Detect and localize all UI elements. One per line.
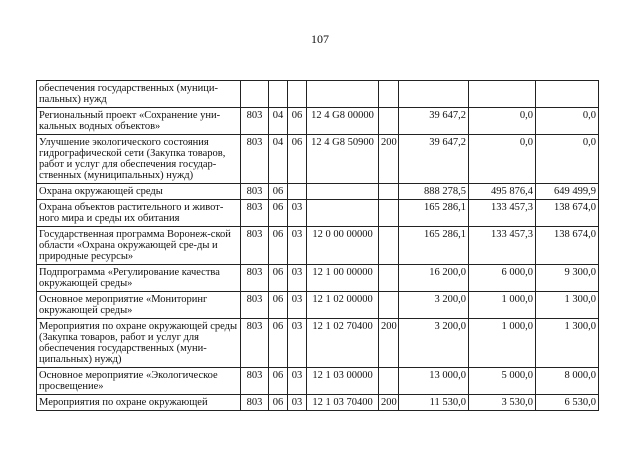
cell-amount-year-3: 1 300,0 bbox=[536, 292, 599, 319]
cell-amount-year-3: 9 300,0 bbox=[536, 265, 599, 292]
cell-target-article: 12 4 G8 00000 bbox=[307, 108, 379, 135]
cell-target-article: 12 1 02 70400 bbox=[307, 319, 379, 368]
cell-target-article: 12 1 00 00000 bbox=[307, 265, 379, 292]
cell-target-article: 12 1 03 00000 bbox=[307, 368, 379, 395]
cell-section: 04 bbox=[269, 135, 288, 184]
cell-expense-type: 200 bbox=[379, 135, 399, 184]
cell-expense-type bbox=[379, 108, 399, 135]
cell-name: Основное мероприятие «Экологическое просвещение» bbox=[37, 368, 241, 395]
cell-name: Основное мероприятие «Мониторинг окружающей среды» bbox=[37, 292, 241, 319]
table-row bbox=[37, 108, 599, 135]
cell-name: Региональный проект «Сохранение уни-кальных водных объектов» bbox=[37, 108, 241, 135]
cell-section: 06 bbox=[269, 227, 288, 265]
cell-amount-year-1: 39 647,2 bbox=[399, 135, 469, 184]
cell-amount-year-2: 1 000,0 bbox=[469, 292, 536, 319]
cell-name: Улучшение экологического состояния гидрографической сети (Закупка товаров, работ и услуг для обеспечения государ-ственных (муниципальных) нужд) bbox=[37, 135, 241, 184]
cell-grbs bbox=[241, 81, 269, 108]
cell-subsection: 06 bbox=[288, 135, 307, 184]
cell-amount-year-1 bbox=[399, 81, 469, 108]
cell-section: 06 bbox=[269, 292, 288, 319]
cell-grbs: 803 bbox=[241, 265, 269, 292]
cell-name: Государственная программа Воронеж-ской области «Охрана окружающей сре-ды и природные ресурсы» bbox=[37, 227, 241, 265]
cell-section: 06 bbox=[269, 368, 288, 395]
cell-grbs: 803 bbox=[241, 368, 269, 395]
table-row bbox=[37, 200, 599, 227]
table-row bbox=[37, 265, 599, 292]
cell-amount-year-2: 6 000,0 bbox=[469, 265, 536, 292]
cell-grbs: 803 bbox=[241, 200, 269, 227]
cell-amount-year-1: 888 278,5 bbox=[399, 184, 469, 200]
cell-name: Подпрограмма «Регулирование качества окружающей среды» bbox=[37, 265, 241, 292]
cell-grbs: 803 bbox=[241, 108, 269, 135]
cell-section: 06 bbox=[269, 395, 288, 411]
cell-grbs: 803 bbox=[241, 184, 269, 200]
cell-expense-type: 200 bbox=[379, 319, 399, 368]
cell-amount-year-2: 0,0 bbox=[469, 135, 536, 184]
cell-section: 06 bbox=[269, 319, 288, 368]
cell-subsection: 03 bbox=[288, 368, 307, 395]
cell-expense-type bbox=[379, 81, 399, 108]
cell-amount-year-3: 0,0 bbox=[536, 135, 599, 184]
cell-amount-year-3: 8 000,0 bbox=[536, 368, 599, 395]
budget-table bbox=[36, 80, 599, 411]
cell-expense-type bbox=[379, 200, 399, 227]
cell-amount-year-2: 3 530,0 bbox=[469, 395, 536, 411]
table-row bbox=[37, 319, 599, 368]
cell-subsection bbox=[288, 184, 307, 200]
cell-target-article: 12 1 03 70400 bbox=[307, 395, 379, 411]
cell-amount-year-1: 165 286,1 bbox=[399, 200, 469, 227]
cell-amount-year-2: 1 000,0 bbox=[469, 319, 536, 368]
cell-subsection: 03 bbox=[288, 319, 307, 368]
cell-amount-year-3: 138 674,0 bbox=[536, 200, 599, 227]
cell-subsection: 03 bbox=[288, 292, 307, 319]
cell-target-article bbox=[307, 184, 379, 200]
table-row bbox=[37, 292, 599, 319]
cell-amount-year-1: 165 286,1 bbox=[399, 227, 469, 265]
cell-amount-year-2: 133 457,3 bbox=[469, 200, 536, 227]
cell-amount-year-1: 16 200,0 bbox=[399, 265, 469, 292]
cell-grbs: 803 bbox=[241, 319, 269, 368]
table-row bbox=[37, 184, 599, 200]
cell-amount-year-2 bbox=[469, 81, 536, 108]
cell-amount-year-1: 11 530,0 bbox=[399, 395, 469, 411]
cell-amount-year-2: 5 000,0 bbox=[469, 368, 536, 395]
cell-amount-year-1: 3 200,0 bbox=[399, 319, 469, 368]
cell-amount-year-3 bbox=[536, 81, 599, 108]
table-row bbox=[37, 368, 599, 395]
cell-expense-type: 200 bbox=[379, 395, 399, 411]
cell-subsection: 03 bbox=[288, 200, 307, 227]
cell-name: Охрана окружающей среды bbox=[37, 184, 241, 200]
cell-section: 06 bbox=[269, 200, 288, 227]
cell-amount-year-3: 649 499,9 bbox=[536, 184, 599, 200]
cell-amount-year-2: 0,0 bbox=[469, 108, 536, 135]
cell-expense-type bbox=[379, 184, 399, 200]
table-row bbox=[37, 227, 599, 265]
cell-subsection: 03 bbox=[288, 395, 307, 411]
cell-subsection: 03 bbox=[288, 227, 307, 265]
cell-grbs: 803 bbox=[241, 227, 269, 265]
cell-grbs: 803 bbox=[241, 292, 269, 319]
cell-target-article: 12 1 02 00000 bbox=[307, 292, 379, 319]
cell-target-article bbox=[307, 81, 379, 108]
cell-amount-year-2: 133 457,3 bbox=[469, 227, 536, 265]
cell-amount-year-1: 39 647,2 bbox=[399, 108, 469, 135]
cell-amount-year-1: 3 200,0 bbox=[399, 292, 469, 319]
table-body bbox=[37, 81, 599, 411]
cell-subsection: 06 bbox=[288, 108, 307, 135]
page-number: 107 bbox=[311, 32, 329, 46]
cell-section: 04 bbox=[269, 108, 288, 135]
cell-name: обеспечения государственных (муници-пальных) нужд bbox=[37, 81, 241, 108]
cell-amount-year-1: 13 000,0 bbox=[399, 368, 469, 395]
cell-expense-type bbox=[379, 292, 399, 319]
cell-grbs: 803 bbox=[241, 395, 269, 411]
cell-amount-year-3: 6 530,0 bbox=[536, 395, 599, 411]
cell-grbs: 803 bbox=[241, 135, 269, 184]
cell-amount-year-2: 495 876,4 bbox=[469, 184, 536, 200]
cell-subsection: 03 bbox=[288, 265, 307, 292]
cell-name: Охрана объектов растительного и живот-ного мира и среды их обитания bbox=[37, 200, 241, 227]
table-row bbox=[37, 395, 599, 411]
cell-target-article: 12 4 G8 50900 bbox=[307, 135, 379, 184]
cell-expense-type bbox=[379, 265, 399, 292]
cell-name: Мероприятия по охране окружающей среды (Закупка товаров, работ и услуг для обеспечения государственных (муни-ципальных) нужд) bbox=[37, 319, 241, 368]
cell-amount-year-3: 138 674,0 bbox=[536, 227, 599, 265]
cell-amount-year-3: 0,0 bbox=[536, 108, 599, 135]
table-row bbox=[37, 135, 599, 184]
table-row bbox=[37, 81, 599, 108]
cell-expense-type bbox=[379, 368, 399, 395]
cell-target-article: 12 0 00 00000 bbox=[307, 227, 379, 265]
cell-section: 06 bbox=[269, 265, 288, 292]
cell-section: 06 bbox=[269, 184, 288, 200]
cell-target-article bbox=[307, 200, 379, 227]
cell-expense-type bbox=[379, 227, 399, 265]
cell-amount-year-3: 1 300,0 bbox=[536, 319, 599, 368]
cell-section bbox=[269, 81, 288, 108]
cell-name: Мероприятия по охране окружающей bbox=[37, 395, 241, 411]
cell-subsection bbox=[288, 81, 307, 108]
